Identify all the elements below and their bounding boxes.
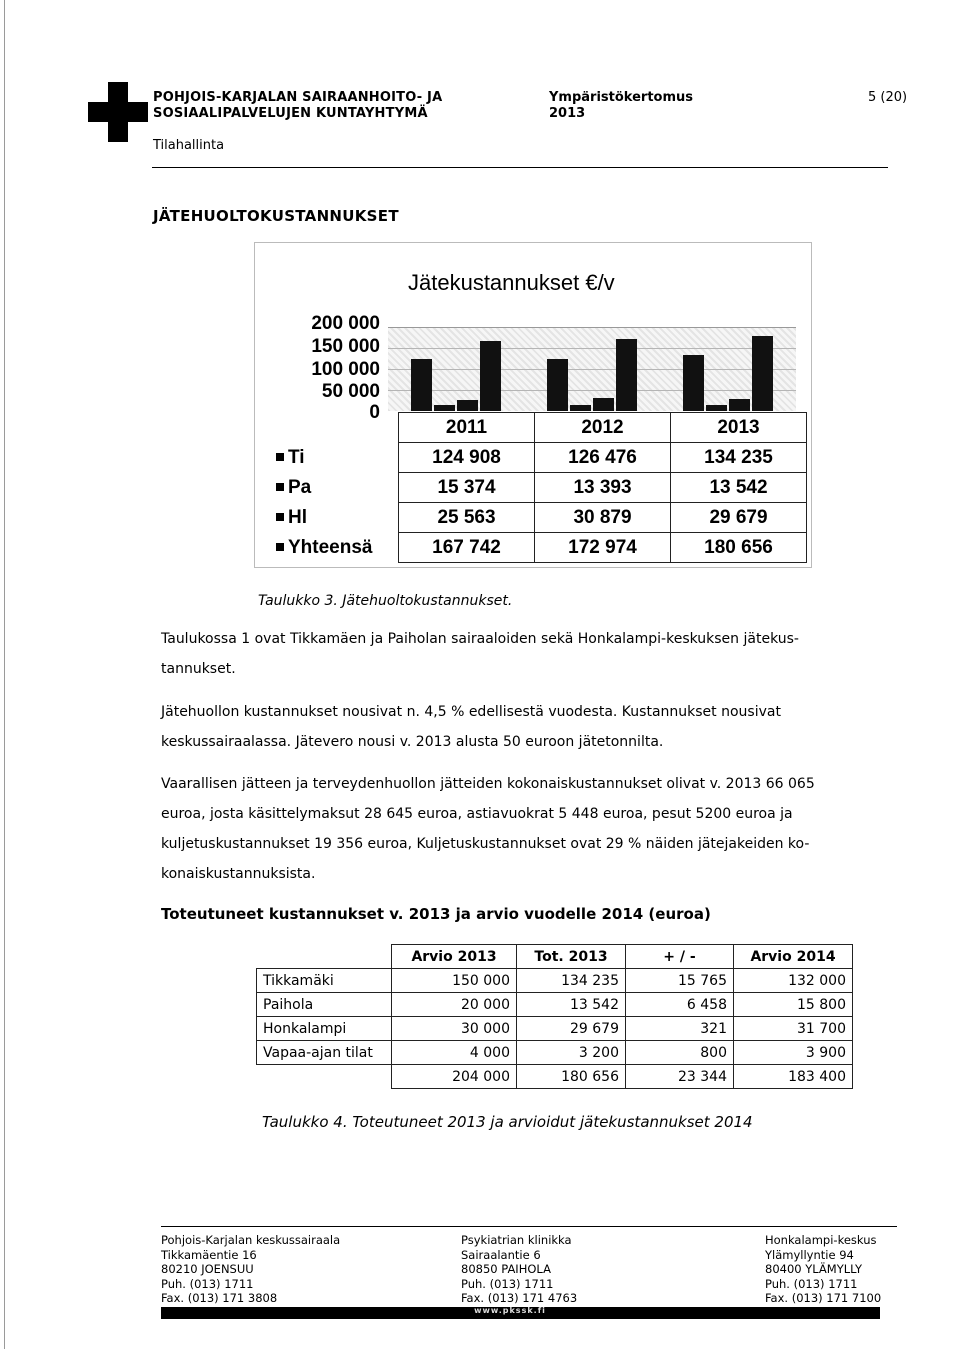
organization-name-line2: SOSIAALIPALVELUJEN KUNTAYHTYMÄ <box>153 106 428 121</box>
series-row-pa <box>270 473 807 503</box>
legend-label: Yhteensä <box>288 536 373 558</box>
cost-table <box>256 944 853 1089</box>
table-row <box>257 969 853 993</box>
column-header: Tot. 2013 <box>517 945 626 969</box>
legend-swatch-icon <box>276 453 284 461</box>
gridline <box>388 369 796 370</box>
legend-label: Pa <box>288 476 312 498</box>
organization-name-line1: POHJOIS-KARJALAN SAIRAANHOITO- JA <box>153 90 443 105</box>
bar-yhteensä-2012 <box>616 339 637 411</box>
footer-line: 80400 YLÄMYLLY <box>765 1262 863 1276</box>
section-title: JÄTEHUOLTOKUSTANNUKSET <box>153 207 399 225</box>
footer-line: Puh. (013) 1711 <box>161 1276 254 1291</box>
footer-website-link[interactable]: www.pkssk.fi <box>474 1306 546 1315</box>
table-cell: 134 235 <box>517 969 626 993</box>
paragraph-line: Vaarallisen jätteen ja terveydenhuollon jätteiden kokonaiskustannukset olivat v. 2013 66 065 <box>161 776 815 792</box>
paragraph-line: tannukset. <box>161 661 236 677</box>
chart-plot-area <box>388 327 796 411</box>
footer-line: 80210 JOENSUU <box>161 1262 254 1276</box>
legend-swatch-icon <box>276 483 284 491</box>
table-cell: 6 458 <box>626 993 734 1017</box>
footer-line: Puh. (013) 1711 <box>461 1276 554 1291</box>
y-tick-label: 150 000 <box>311 336 380 357</box>
footer-address-hospital <box>161 1233 340 1306</box>
footer-line: Sairaalantie 6 <box>461 1247 541 1262</box>
table-cell: 4 000 <box>392 1041 517 1065</box>
report-year: 2013 <box>549 106 586 121</box>
y-tick-label: 0 <box>369 402 380 423</box>
data-label: 134 235 <box>671 443 807 473</box>
footer-line: Honkalampi-keskus <box>765 1233 877 1247</box>
table-cell: 20 000 <box>392 993 517 1017</box>
category-label: 2013 <box>671 413 807 443</box>
scan-edge-line <box>4 0 5 1349</box>
table-cell: 3 900 <box>734 1041 853 1065</box>
series-row-yhteensa <box>270 533 807 563</box>
red-cross-logo-icon <box>88 82 148 142</box>
bar-hl-2012 <box>593 398 614 411</box>
table-row <box>257 993 853 1017</box>
paragraph-2 <box>161 697 901 757</box>
legend-swatch-icon <box>276 513 284 521</box>
data-label: 172 974 <box>535 533 671 563</box>
legend-label: Ti <box>288 446 305 468</box>
header-divider <box>152 167 888 168</box>
paragraph-line: kuljetuskustannukset 19 356 euroa, Kuljetuskustannukset ovat 29 % näiden jätejakeiden ko- <box>161 836 810 852</box>
table-cell: 31 700 <box>734 1017 853 1041</box>
footer-divider <box>161 1226 897 1227</box>
paragraph-line: euroa, josta käsittelymaksut 28 645 euroa, astiavuokrat 5 448 euroa, pesut 5200 euroa ja <box>161 806 793 822</box>
series-row-ti <box>270 443 807 473</box>
table-cell: 30 000 <box>392 1017 517 1041</box>
data-label: 126 476 <box>535 443 671 473</box>
footer-line: Fax. (013) 171 4763 <box>461 1291 578 1305</box>
page-number: 5 (20) <box>868 90 908 105</box>
chart-data-table <box>270 412 807 563</box>
data-label: 13 542 <box>671 473 807 503</box>
bar-ti-2012 <box>547 359 568 411</box>
bar-pa-2012 <box>570 405 591 411</box>
footer-address-honkalampi <box>765 1233 881 1306</box>
bar-yhteensä-2011 <box>480 341 501 411</box>
cost-table-header-row <box>257 945 853 969</box>
bar-hl-2011 <box>457 400 478 411</box>
bar-pa-2011 <box>434 405 455 411</box>
table-4-caption: Taulukko 4. Toteutuneet 2013 ja arvioidut jätekustannukset 2014 <box>262 1113 753 1131</box>
footer-line: Psykiatrian klinikka <box>461 1233 572 1247</box>
data-label: 180 656 <box>671 533 807 563</box>
category-label: 2011 <box>399 413 535 443</box>
legend-label: Hl <box>288 506 307 528</box>
data-label: 25 563 <box>399 503 535 533</box>
paragraph-line: Jätehuollon kustannukset nousivat n. 4,5 % edellisestä vuodesta. Kustannukset nousivat <box>161 704 781 720</box>
footer-line: Puh. (013) 1711 <box>765 1276 858 1291</box>
table-row <box>257 1017 853 1041</box>
paragraph-line: keskussairaalassa. Jätevero nousi v. 2013 alusta 50 euroon jätetonnilta. <box>161 734 664 750</box>
data-label: 15 374 <box>399 473 535 503</box>
bar-yhteensä-2013 <box>752 336 773 411</box>
data-label: 167 742 <box>399 533 535 563</box>
paragraph-1 <box>161 624 901 684</box>
table-3-caption: Taulukko 3. Jätehuoltokustannukset. <box>258 593 513 609</box>
table-cell: 15 800 <box>734 993 853 1017</box>
y-tick-label: 50 000 <box>321 381 380 402</box>
gridline <box>388 348 796 349</box>
table-cell: 3 200 <box>517 1041 626 1065</box>
report-title: Ympäristökertomus <box>549 90 693 105</box>
y-tick-label: 200 000 <box>311 313 380 334</box>
bar-ti-2013 <box>683 355 704 411</box>
table-cell: 132 000 <box>734 969 853 993</box>
paragraph-3 <box>161 769 901 889</box>
table-cell: 321 <box>626 1017 734 1041</box>
column-header: Arvio 2014 <box>734 945 853 969</box>
data-label: 124 908 <box>399 443 535 473</box>
table-cell: 150 000 <box>392 969 517 993</box>
table-row <box>257 1041 853 1065</box>
row-label: Tikkamäki <box>257 969 392 993</box>
footer-line: Fax. (013) 171 7100 <box>765 1291 882 1305</box>
row-label: Honkalampi <box>257 1017 392 1041</box>
department: Tilahallinta <box>153 138 225 153</box>
total-cell: 183 400 <box>734 1065 853 1089</box>
total-cell: 23 344 <box>626 1065 734 1089</box>
bar-hl-2013 <box>729 399 750 411</box>
total-cell: 180 656 <box>517 1065 626 1089</box>
data-label: 13 393 <box>535 473 671 503</box>
y-tick-label: 100 000 <box>311 359 380 380</box>
legend-swatch-icon <box>276 543 284 551</box>
row-label: Vapaa-ajan tilat <box>257 1041 392 1065</box>
column-header: Arvio 2013 <box>392 945 517 969</box>
table-cell: 800 <box>626 1041 734 1065</box>
footer-line: 80850 PAIHOLA <box>461 1262 551 1276</box>
footer-line: Fax. (013) 171 3808 <box>161 1291 278 1305</box>
bar-pa-2013 <box>706 405 727 411</box>
table-cell: 13 542 <box>517 993 626 1017</box>
data-label: 29 679 <box>671 503 807 533</box>
table-total-row <box>257 1065 853 1089</box>
footer-line: Ylämyllyntie 94 <box>765 1247 854 1262</box>
total-cell: 204 000 <box>392 1065 517 1089</box>
column-header: + / - <box>626 945 734 969</box>
table-cell: 15 765 <box>626 969 734 993</box>
footer-line: Pohjois-Karjalan keskussairaala <box>161 1233 341 1247</box>
gridline <box>388 390 796 391</box>
chart-title: Jätekustannukset €/v <box>408 270 615 295</box>
footer-address-psychiatry <box>461 1233 577 1306</box>
cost-table-heading: Toteutuneet kustannukset v. 2013 ja arvio vuodelle 2014 (euroa) <box>161 905 711 923</box>
footer-line: Tikkamäentie 16 <box>161 1247 257 1262</box>
data-label: 30 879 <box>535 503 671 533</box>
row-label: Paihola <box>257 993 392 1017</box>
bar-ti-2011 <box>411 359 432 411</box>
category-label: 2012 <box>535 413 671 443</box>
paragraph-line: konaiskustannuksista. <box>161 866 316 882</box>
table-cell: 29 679 <box>517 1017 626 1041</box>
paragraph-line: Taulukossa 1 ovat Tikkamäen ja Paiholan sairaaloiden sekä Honkalampi-keskuksen jätekus- <box>161 631 799 647</box>
series-row-hl <box>270 503 807 533</box>
